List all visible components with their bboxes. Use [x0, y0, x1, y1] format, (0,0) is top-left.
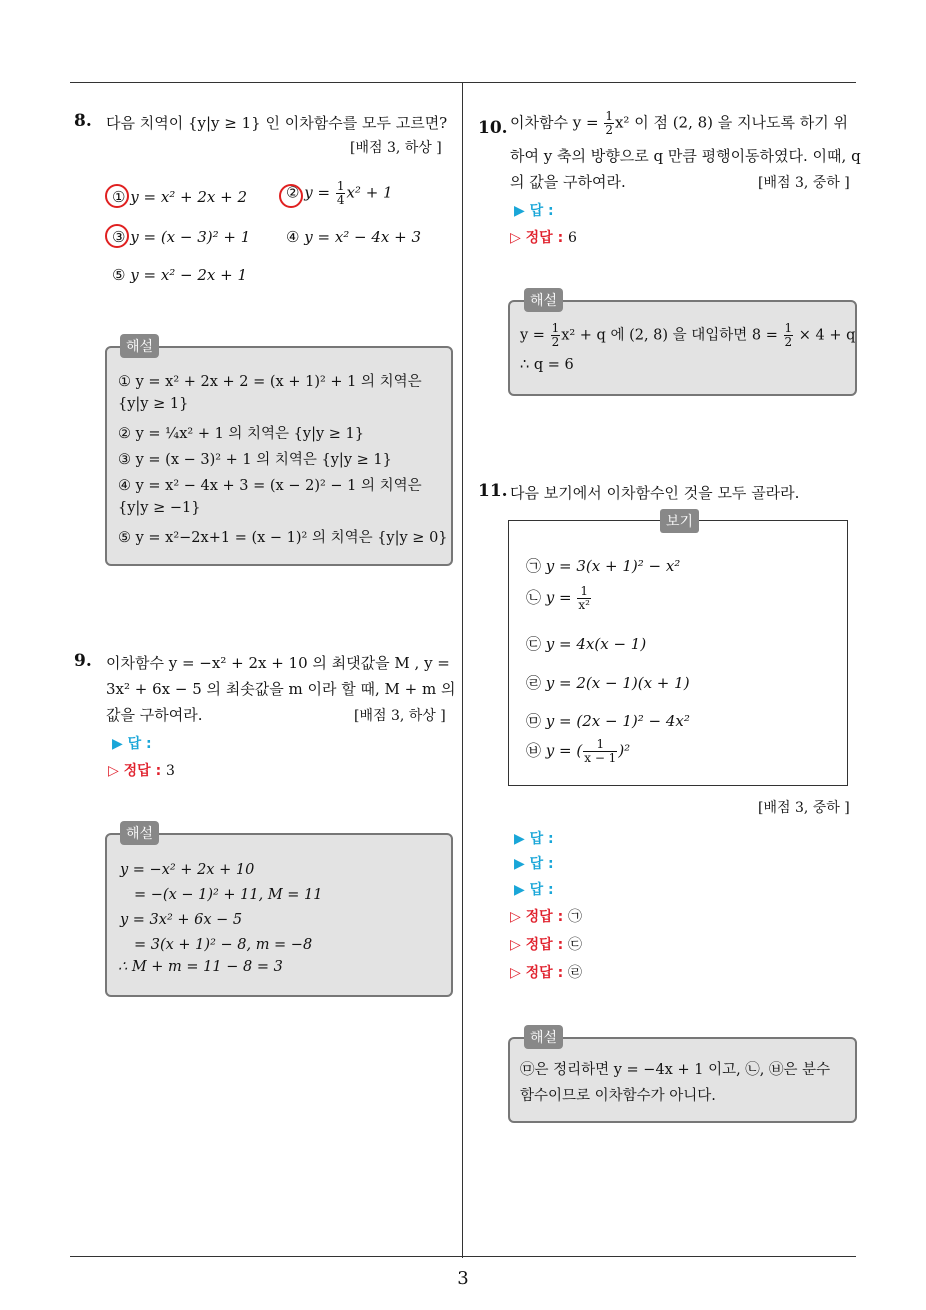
column-divider — [462, 82, 463, 1258]
choice-4[interactable] — [286, 228, 421, 246]
answer-field-10[interactable]: ▶ 답 : — [514, 203, 554, 219]
solution-line: y = −x² + 2x + 10 — [120, 862, 255, 878]
choice-2[interactable] — [286, 180, 393, 207]
solution-line: ∴ M + m = 11 − 8 = 3 — [118, 959, 283, 975]
choice-5[interactable] — [112, 266, 247, 284]
solution-line: ∴ q = 6 — [520, 357, 574, 373]
solution-line: {y|y ≥ −1} — [118, 500, 201, 516]
choice-mark: ⑤ — [112, 266, 126, 284]
question-9-number: 9. — [74, 651, 92, 671]
correct-label: ▷ 정답 : — [510, 230, 564, 246]
bogi-item-6: ㉥ y = ( $\frac{1}{x - 1}$ )² — [526, 737, 631, 765]
correct-answer-9 — [108, 760, 175, 780]
correct-value: 3 — [166, 763, 175, 779]
choice-1[interactable] — [112, 188, 247, 206]
question-8-text: 다음 치역이 {y|y ≥ 1} 인 이차함수를 모두 고르면? — [106, 114, 448, 132]
choice-expr-post: x² + 1 — [346, 183, 393, 202]
question-9-line1: 이차함수 y = −x² + 2x + 10 의 최댓값을 M , y = — [106, 654, 450, 672]
bogi-item-4: ㉣ y = 2(x − 1)(x + 1) — [526, 674, 690, 692]
bogi-item-5: ㉤ y = (2x − 1)² − 4x² — [526, 712, 690, 730]
solution-line: = −(x − 1)² + 11, M = 11 — [134, 887, 323, 903]
question-11-number: 11. — [478, 481, 508, 501]
solution-line: 함수이므로 이차함수가 아니다. — [520, 1088, 716, 1104]
answer-field-11b[interactable]: ▶ 답 : — [514, 856, 554, 872]
question-9-points: [배점 3, 하상 ] — [354, 708, 446, 724]
solution-line: ② y = ¼x² + 1 의 치역은 {y|y ≥ 1} — [118, 426, 364, 442]
question-10-number: 10. — [478, 118, 508, 138]
choice-expr: y = x² − 4x + 3 — [304, 228, 422, 246]
correct-answer-10 — [510, 227, 577, 247]
question-10-line1: 이차함수 y = $\frac{1}{2}$ x² 이 점 (2, 8) 을 지나도록 하기 위 — [510, 109, 849, 137]
correct-answer-11b: ▷ 정답 : ㉢ — [510, 937, 583, 953]
solution-line: y = $\frac{1}{2}$ x² + q 에 (2, 8) 을 대입하면 8 = $\frac{1}{2}$ × 4 + q — [520, 321, 856, 349]
choice-expr: y = x² + 2x + 2 — [130, 188, 248, 206]
answer-field-11a[interactable]: ▶ 답 : — [514, 831, 554, 847]
fraction: $\frac{1}{\text{x²}}$ — [578, 584, 590, 612]
question-8-number: 8. — [74, 111, 92, 131]
solution-box-11 — [508, 1037, 857, 1123]
fraction: $\frac{1}{x - 1}$ — [584, 737, 617, 765]
solution-line: ④ y = x² − 4x + 3 = (x − 2)² − 1 의 치역은 — [118, 478, 422, 494]
correct-answer-11a: ▷ 정답 : ㉠ — [510, 909, 583, 925]
correct-value: 6 — [568, 230, 577, 246]
choice-mark: ③ — [112, 228, 126, 246]
selection-circle — [105, 184, 129, 208]
solution-label: 해설 — [120, 821, 159, 845]
correct-answer-11c: ▷ 정답 : ㉣ — [510, 965, 583, 981]
choice-mark: ④ — [286, 228, 300, 246]
solution-label: 해설 — [524, 288, 563, 312]
solution-line: ㉤은 정리하면 y = −4x + 1 이고, ㉡, ㉥은 분수 — [520, 1062, 831, 1078]
solution-line: ⑤ y = x²−2x+1 = (x − 1)² 의 치역은 {y|y ≥ 0} — [118, 530, 448, 546]
page-number: 3 — [457, 1268, 469, 1289]
top-rule — [70, 82, 856, 83]
question-10-line3: 의 값을 구하여라. — [510, 173, 626, 191]
bogi-item-3: ㉢ y = 4x(x − 1) — [526, 635, 647, 653]
question-11-text: 다음 보기에서 이차함수인 것을 모두 골라라. — [510, 484, 800, 502]
solution-label: 해설 — [524, 1025, 563, 1049]
fraction: $\frac{1}{2}$ — [551, 321, 560, 349]
selection-circle — [105, 224, 129, 248]
choice-expr: y = x² − 2x + 1 — [130, 266, 248, 284]
choice-mark: ② — [286, 183, 300, 202]
choice-expr-pre: y = — [304, 183, 335, 202]
fraction: $\frac{1}{2}$ — [605, 109, 613, 137]
fraction: $\frac{1}{4}$ — [336, 179, 345, 207]
choice-3[interactable] — [112, 228, 250, 246]
bogi-item-1: ㉠ y = 3(x + 1)² − x² — [526, 557, 681, 575]
bottom-rule — [70, 1256, 856, 1257]
solution-line: ① y = x² + 2x + 2 = (x + 1)² + 1 의 치역은 — [118, 374, 422, 390]
selection-circle — [279, 184, 303, 208]
correct-label: ▷ 정답 : — [108, 763, 162, 779]
question-9-line3: 값을 구하여라. — [106, 706, 203, 724]
solution-line: y = 3x² + 6x − 5 — [120, 912, 243, 928]
choice-expr: y = (x − 3)² + 1 — [130, 228, 251, 246]
bogi-label: 보기 — [660, 509, 699, 533]
solution-line: {y|y ≥ 1} — [118, 396, 189, 412]
question-11-points: [배점 3, 중하 ] — [758, 800, 850, 816]
bogi-item-2: ㉡ y = $\frac{1}{\text{x²}}$ — [526, 584, 590, 612]
answer-field-11c[interactable]: ▶ 답 : — [514, 882, 554, 898]
choice-mark: ① — [112, 188, 126, 206]
question-10-points: [배점 3, 중하 ] — [758, 175, 850, 191]
answer-field-9[interactable]: ▶ 답 : — [112, 736, 152, 752]
question-10-line2: 하여 y 축의 방향으로 q 만큼 평행이동하였다. 이때, q — [510, 147, 861, 165]
solution-line: = 3(x + 1)² − 8, m = −8 — [134, 937, 313, 953]
fraction: $\frac{1}{2}$ — [784, 321, 793, 349]
solution-label: 해설 — [120, 334, 159, 358]
question-9-line2: 3x² + 6x − 5 의 최솟값을 m 이라 할 때, M + m 의 — [106, 680, 456, 698]
solution-line: ③ y = (x − 3)² + 1 의 치역은 {y|y ≥ 1} — [118, 452, 392, 468]
question-8-points: [배점 3, 하상 ] — [350, 140, 442, 156]
